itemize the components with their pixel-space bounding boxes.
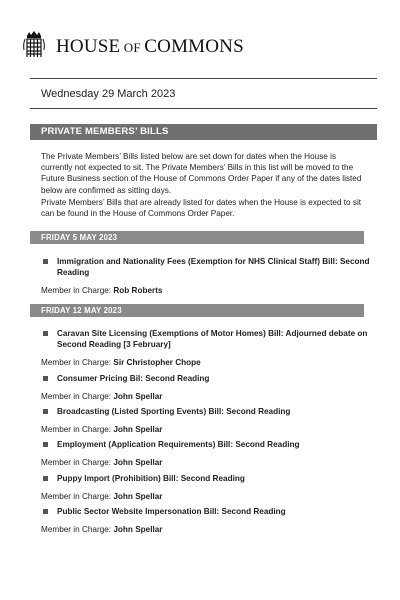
bill-item — [41, 373, 371, 402]
square-bullet-icon — [43, 509, 48, 514]
bill-item — [41, 328, 371, 368]
portcullis-logo-icon — [22, 30, 46, 60]
bill-item — [41, 439, 371, 468]
title-commons: COMMONS — [144, 36, 244, 57]
intro-paragraph-2: Private Members’ Bills that are already listed for dates when the House is expected to sit can be found in the House of Commons Order Paper. — [41, 198, 362, 219]
square-bullet-icon — [43, 442, 48, 447]
bill-item — [41, 256, 371, 296]
square-bullet-icon — [43, 476, 48, 481]
title-house: HOUSE — [56, 36, 121, 57]
member-name: Rob Roberts — [113, 286, 163, 295]
square-bullet-icon — [43, 331, 48, 336]
house-of-commons-title — [56, 36, 244, 58]
member-in-charge: Member in Charge: Sir Christopher Chope — [41, 358, 201, 367]
member-in-charge: Member in Charge: John Spellar — [41, 392, 163, 401]
member-in-charge: Member in Charge: John Spellar — [41, 458, 163, 467]
divider-top — [30, 78, 377, 79]
bill-title: Employment (Application Requirements) Bill: Second Reading — [57, 440, 300, 449]
bill-title: Public Sector Website Impersonation Bill: Second Reading — [57, 507, 286, 516]
page-header — [22, 30, 378, 64]
square-bullet-icon — [43, 259, 48, 264]
member-name: John Spellar — [113, 458, 163, 467]
member-name: John Spellar — [113, 392, 163, 401]
member-in-charge: Member in Charge: Rob Roberts — [41, 286, 163, 295]
member-name: John Spellar — [113, 525, 163, 534]
bill-title: Consumer Pricing Bil: Second Reading — [57, 374, 210, 383]
date-header-12-may: FRIDAY 12 MAY 2023 — [30, 304, 364, 317]
title-of: OF — [123, 40, 141, 55]
section-title: PRIVATE MEMBERS’ BILLS — [30, 124, 377, 140]
square-bullet-icon — [43, 409, 48, 414]
member-name: John Spellar — [113, 425, 163, 434]
bill-title: Puppy Import (Prohibition) Bill: Second Reading — [57, 474, 245, 483]
square-bullet-icon — [43, 376, 48, 381]
bill-item — [41, 473, 371, 502]
page-date: Wednesday 29 March 2023 — [41, 88, 176, 100]
member-in-charge: Member in Charge: John Spellar — [41, 492, 163, 501]
bill-title: Broadcasting (Listed Sporting Events) Bill: Second Reading — [57, 407, 291, 416]
bill-item — [41, 406, 371, 435]
date-header-5-may: FRIDAY 5 MAY 2023 — [30, 231, 364, 244]
intro-paragraph-1: The Private Members’ Bills listed below are set down for dates when the House is currently not expected to sit. The Private Members’ Bills in this list will be moved to the Future Business section of the House of Commons Order Paper if any of the dates listed below are confirmed as sitting days. — [41, 152, 362, 195]
member-in-charge: Member in Charge: John Spellar — [41, 525, 163, 534]
member-in-charge: Member in Charge: John Spellar — [41, 425, 163, 434]
bill-title: Caravan Site Licensing (Exemptions of Motor Homes) Bill: Adjourned debate on Second Reading [3 February] — [57, 329, 368, 349]
bill-item — [41, 506, 371, 535]
member-name: John Spellar — [113, 492, 163, 501]
bill-title: Immigration and Nationality Fees (Exemption for NHS Clinical Staff) Bill: Second Reading — [57, 257, 370, 277]
divider-bottom — [30, 108, 377, 109]
member-name: Sir Christopher Chope — [113, 358, 201, 367]
